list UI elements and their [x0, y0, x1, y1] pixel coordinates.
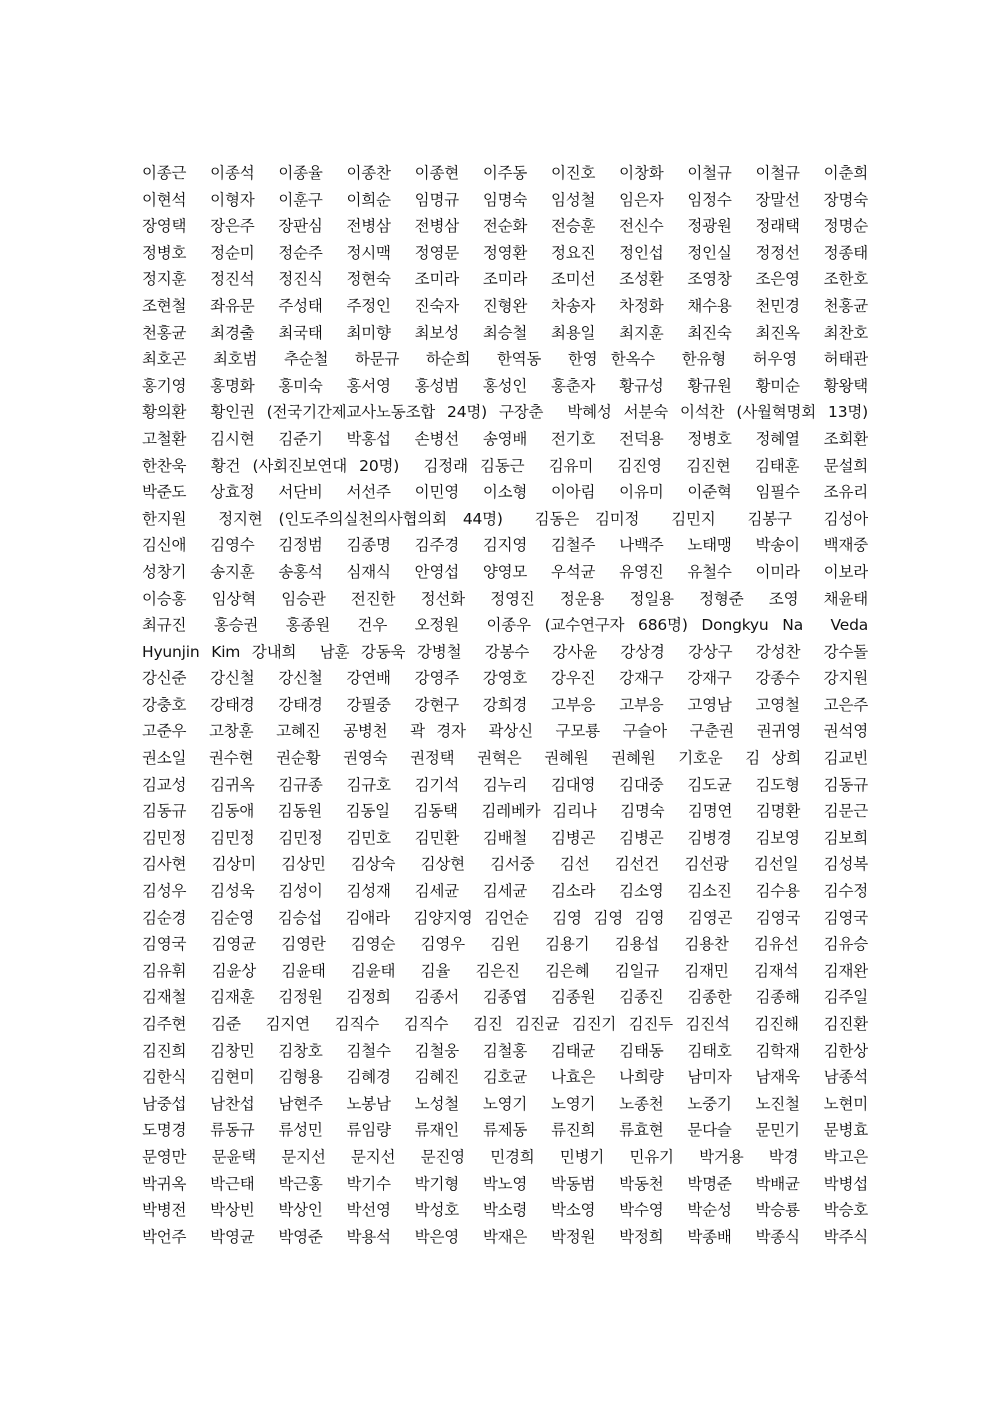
- name-line: 고철환 김시현 김준기 박홍섭 손병선 송영배 전기호 전덕용 정병호 정혜열 조회환: [142, 429, 868, 448]
- signatory-name-list: [142, 160, 868, 1250]
- name-line: 도명경 류동규 류성민 류임량 류재인 류제동 류진희 류효현 문다슬 문민기 문병효: [142, 1121, 868, 1140]
- name-line: 한지원 정지현 (인도주의실천의사협의회 44명) 김동은 김미정 김민지 김봉구 김성아: [142, 509, 868, 528]
- name-line: 강신준 강신철 강신철 강연배 강영주 강영호 강우진 강재구 강재구 강종수 강지원: [142, 669, 868, 688]
- name-line: 이현석 이형자 이훈구 이희순 임명규 임명숙 임성철 임은자 임정수 장말선 장명숙: [142, 190, 868, 209]
- name-line: 성창기 송지훈 송홍석 심재식 안영섭 양영모 우석균 유영진 유철수 이미라 이보라: [142, 562, 868, 581]
- name-line: 김신애 김영수 김정범 김종명 김주경 김지영 김철주 나백주 노태맹 박송이 백재중: [142, 536, 868, 555]
- name-line: 김사현 김상미 김상민 김상숙 김상현 김서중 김선 김선건 김선광 김선일 김성복: [142, 855, 868, 874]
- name-line: 천홍균 최경출 최국태 최미향 최보성 최승철 최용일 최지훈 최진숙 최진옥 최찬호: [142, 323, 868, 342]
- name-line: 김재철 김재훈 김정원 김정희 김종서 김종엽 김종원 김종진 김종한 김종해 김주일: [142, 988, 868, 1007]
- name-line: 김유휘 김윤상 김윤태 김윤태 김율 김은진 김은혜 김일규 김재민 김재석 김재완: [142, 961, 868, 980]
- name-line: 박준도 상효정 서단비 서선주 이민영 이소형 이아림 이유미 이준혁 임필수 조유리: [142, 483, 868, 502]
- name-line: Hyunjin Kim 강내희 남훈 강동욱 강병철 강봉수 강사윤 강상경 강상구 강성찬 강수돌: [142, 642, 868, 661]
- name-line: 황의환 황인권 (전국기간제교사노동조합 24명) 구장춘 박혜성 서분숙 이석찬 (사월혁명회 13명): [142, 403, 868, 422]
- name-line: 강충호 강태경 강태경 강필중 강현구 강희경 고부응 고부응 고영남 고영철 고은주: [142, 695, 868, 714]
- name-line: 김민정 김민정 김민정 김민호 김민환 김배철 김병곤 김병곤 김병경 김보영 김보희: [142, 828, 868, 847]
- name-line: 문영만 문윤택 문지선 문지선 문진영 민경희 민병기 민유기 박거용 박경 박고은: [142, 1147, 868, 1166]
- name-line: 박귀옥 박근태 박근홍 박기수 박기형 박노영 박동범 박동천 박명준 박배균 박병섭: [142, 1174, 868, 1193]
- name-line: 장영택 장은주 장판심 전병삼 전병삼 전순화 전승훈 전신수 정광원 정래택 정명순: [142, 217, 868, 236]
- name-line: 정지훈 정진석 정진식 정현숙 조미라 조미라 조미선 조성환 조영창 조은영 조한호: [142, 270, 868, 289]
- name-line: 김진희 김창민 김창호 김철수 김철웅 김철홍 김태균 김태동 김태호 김학재 김한상: [142, 1041, 868, 1060]
- name-line: 정병호 정순미 정순주 정시맥 정영문 정영환 정요진 정인섭 정인실 정정선 정종태: [142, 243, 868, 262]
- name-line: 박언주 박영균 박영준 박용석 박은영 박재은 박정원 박정희 박종배 박종식 박주식: [142, 1227, 868, 1246]
- name-line: 김성우 김성욱 김성이 김성재 김세균 김세균 김소라 김소영 김소진 김수용 김수정: [142, 882, 868, 901]
- name-line: 김동규 김동애 김동원 김동일 김동택 김레베카 김리나 김명숙 김명연 김명환 김문근: [142, 802, 868, 821]
- name-line: 최규진 홍승권 홍종원 건우 오정원 이종우 (교수연구자 686명) Dongkyu Na Veda: [142, 616, 868, 635]
- name-line: 김교성 김귀옥 김규종 김규호 김기석 김누리 김대영 김대중 김도균 김도형 김동규: [142, 775, 868, 794]
- name-line: 홍기영 홍명화 홍미숙 홍서영 홍성범 홍성인 홍춘자 황규성 황규원 황미순 황왕택: [142, 376, 868, 395]
- name-line: 이종근 이종석 이종율 이종찬 이종현 이주동 이진호 이창화 이철규 이철규 이춘희: [142, 164, 868, 182]
- name-line: 김영국 김영균 김영란 김영순 김영우 김윈 김용기 김용섭 김용찬 김유선 김유승: [142, 935, 868, 954]
- name-line: 남중섭 남찬섭 남현주 노봉남 노성철 노영기 노영기 노종천 노중기 노진철 노현미: [142, 1094, 868, 1113]
- name-line: 고준우 고창훈 고혜진 공병천 곽 경자 곽상신 구모룡 구슬아 구춘권 권귀영 권석영: [142, 722, 868, 741]
- name-line: 김주현 김준 김지연 김직수 김직수 김진 김진균 김진기 김진두 김진석 김진해 김진환: [142, 1015, 868, 1033]
- name-line: 김순경 김순영 김승섭 김애라 김양지영 김언순 김영 김영 김영 김영곤 김영국 김영국: [142, 908, 868, 927]
- name-line: 이승홍 임상혁 임승관 전진한 정선화 정영진 정운용 정일용 정형준 조영 채윤태: [142, 589, 868, 608]
- name-line: 김한식 김현미 김형용 김혜경 김혜진 김호균 나효은 나희량 남미자 남재욱 남종석: [142, 1068, 868, 1087]
- name-line: 한찬욱 황건 (사회진보연대 20명) 김정래 김동근 김유미 김진영 김진현 김태훈 문설희: [142, 456, 868, 475]
- name-line: 조현철 좌유문 주성태 주정인 진숙자 진형완 차송자 차정화 채수용 천민경 천홍균: [142, 296, 868, 315]
- name-line: 권소일 권수현 권순황 권영숙 권정택 권혁은 권혜원 권혜원 기호운 김 상희 김교빈: [142, 749, 868, 768]
- name-line: 박병전 박상빈 박상인 박선영 박성호 박소령 박소영 박수영 박순성 박승룡 박승호: [142, 1201, 868, 1220]
- name-line: 최호곤 최호범 추순철 하문규 하순희 한역동 한영 한옥수 한유형 허우영 허태관: [142, 350, 868, 369]
